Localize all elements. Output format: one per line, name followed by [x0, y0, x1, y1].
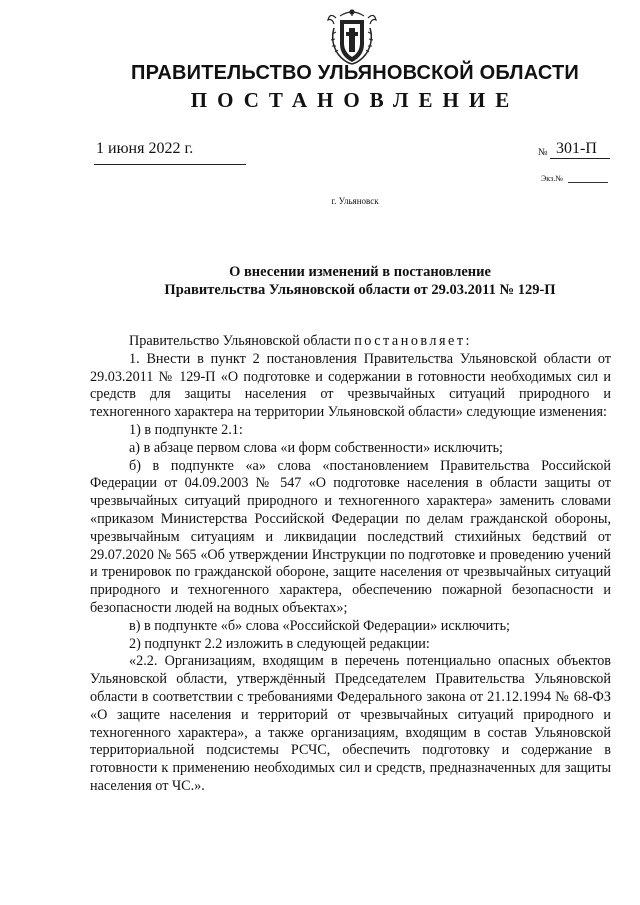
paragraph-2: 1) в подпункте 2.1: — [129, 421, 243, 438]
document-number: 301-П — [556, 140, 597, 157]
paragraph-3: а) в абзаце первом слова «и форм собственности» исключить; — [129, 439, 503, 456]
document-title — [100, 263, 620, 299]
paragraph-1: 1. Внести в пункт 2 постановления Правительства Ульяновской области от 29.03.2011 № 129-П «О подготовке и содержании в готовности необходимых сил и средств для защиты населения от чрезвычайных ситуаций природного и техногенного характера на территории Ульяновской области» следующие изменения: — [90, 350, 611, 421]
date-underline — [94, 164, 246, 165]
document-date: 1 июня 2022 г. — [96, 140, 194, 157]
paragraph-7: «2.2. Организациям, входящим в перечень потенциально опасных объектов Ульяновской области, утверждённый Председателем Правительства Ульяновской области в соответствии с требованиями Федерального закона от 21.12.1994 № 68-ФЗ «О защите населения и территорий от чрезвычайных ситуаций природного и техногенного характера», а также организациям, входящим в состав Ульяновской территориальной подсистемы РСЧС, обеспечить подготовку и содержание в готовности к применению необходимых сил и средств, предназначенных для защиты населения от ЧС.». — [90, 653, 611, 794]
city: г. Ульяновск — [331, 196, 379, 206]
paragraph-4: б) в подпункте «а» слова «постановлением Правительства Российской Федерации от 04.09.2003 № 547 «О подготовке населения в области защиты от чрезвычайных ситуаций природного и техногенного характера» заменить словами «приказом Министерства Российской Федерации по делам гражданской обороны, чрезвычайным ситуациям и ликвидации последствий стихийных бедствий от 29.07.2020 № 565 «Об утверждении Инструкции по подготовке и проведению учений и тренировок по гражданской обороне, защите населения от чрезвычайных ситуаций природного и техногенного характера, обеспечению пожарной безопасности и безопасности людей на водных объектах»; — [90, 457, 611, 616]
document-body — [90, 333, 611, 796]
coat-of-arms-icon — [326, 8, 378, 66]
title-line-1: О внесении изменений в постановление — [229, 264, 491, 280]
intro-prefix: Правительство Ульяновской области — [129, 333, 355, 349]
number-underline — [550, 158, 610, 159]
paragraph-5: в) в подпункте «б» слова «Российской Федерации» исключить; — [129, 617, 510, 634]
copy-number-label: Экз.№ — [541, 174, 563, 183]
intro-decree-word: постановляет: — [354, 333, 472, 349]
intro-paragraph — [90, 333, 611, 351]
number-label: № — [538, 147, 548, 158]
organization-name: ПРАВИТЕЛЬСТВО УЛЬЯНОВСКОЙ ОБЛАСТИ — [131, 62, 579, 84]
copy-number-underline — [568, 182, 608, 183]
paragraph-6: 2) подпункт 2.2 изложить в следующей редакции: — [129, 635, 430, 652]
document-type: ПОСТАНОВЛЕНИЕ — [190, 88, 520, 112]
title-line-2: Правительства Ульяновской области от 29.03.2011 № 129-П — [164, 282, 556, 298]
